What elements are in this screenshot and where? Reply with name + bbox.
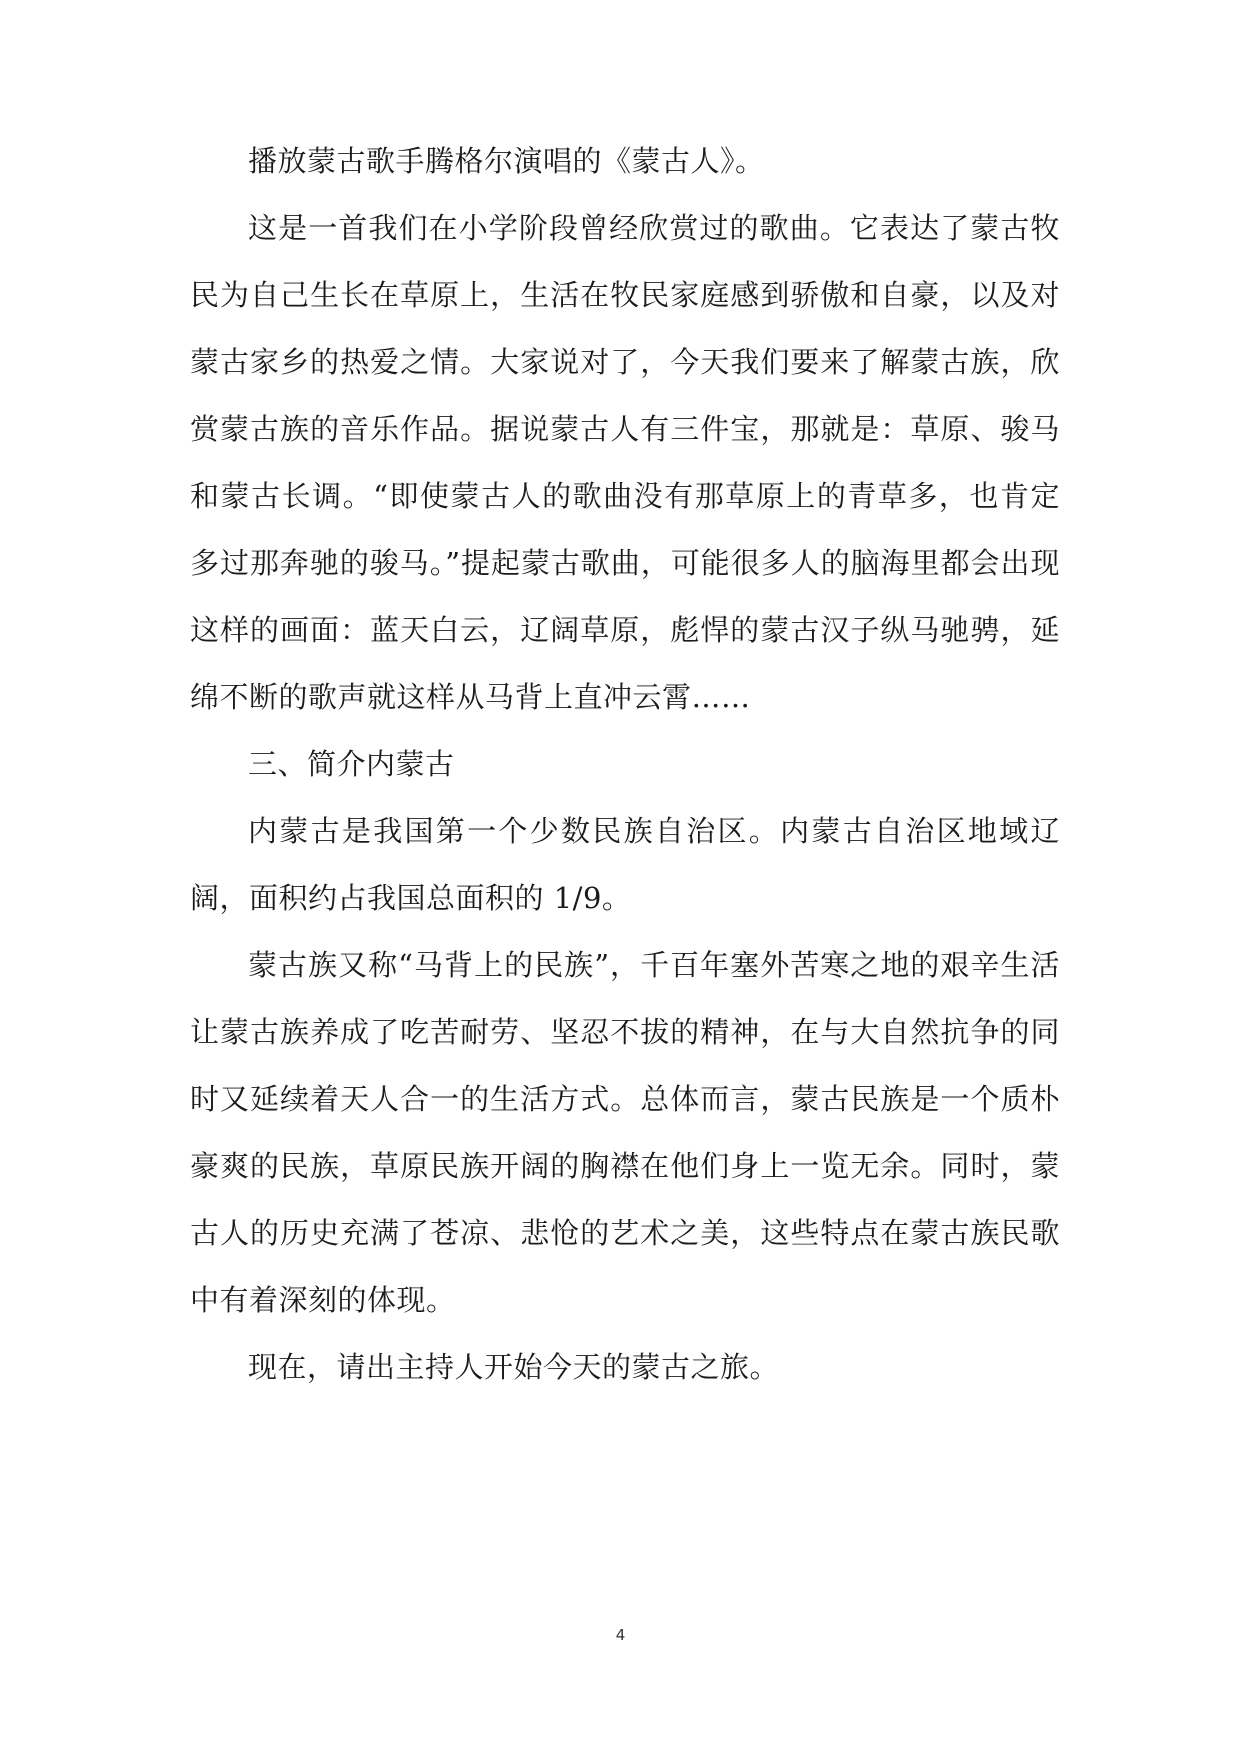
paragraph-song-playback: 播放蒙古歌手腾格尔演唱的《蒙古人》。 <box>248 144 765 178</box>
paragraph-mongolian-people: 蒙古族又称“马背上的民族”，千百年塞外苦寒之地的艰辛生活让蒙古族养成了吃苦耐劳、坚忍不拔的精神，在与大自然抗争的同时又延续着天人合一的生活方式。总体而言，蒙古民族是一个质朴豪爽的民族，草原民族开阔的胸襟在他们身上一览无余。同时，蒙古人的历史充满了苍凉、悲怆的艺术之美，这些特点在蒙古族民歌中有着深刻的体现。 <box>190 948 1060 1317</box>
paragraph-host-invitation: 现在，请出主持人开始今天的蒙古之旅。 <box>248 1350 780 1384</box>
document-body <box>190 128 1060 1401</box>
page-number: 4 <box>615 1626 626 1644</box>
paragraph-song-introduction: 这是一首我们在小学阶段曾经欣赏过的歌曲。它表达了蒙古牧民为自己生长在草原上，生活在牧民家庭感到骄傲和自豪，以及对蒙古家乡的热爱之情。大家说对了，今天我们要来了解蒙古族，欣赏蒙古族的音乐作品。据说蒙古人有三件宝，那就是：草原、骏马和蒙古长调。“即使蒙古人的歌曲没有那草原上的青草多，也肯定多过那奔驰的骏马。”提起蒙古歌曲，可能很多人的脑海里都会出现这样的画面：蓝天白云，辽阔草原，彪悍的蒙古汉子纵马驰骋，延绵不断的歌声就这样从马背上直冲云霄…… <box>190 211 1060 714</box>
paragraph-inner-mongolia-area: 内蒙古是我国第一个少数民族自治区。内蒙古自治区地域辽阔，面积约占我国总面积的 1/9。 <box>190 814 1060 915</box>
section-heading-inner-mongolia: 三、简介内蒙古 <box>248 747 455 781</box>
